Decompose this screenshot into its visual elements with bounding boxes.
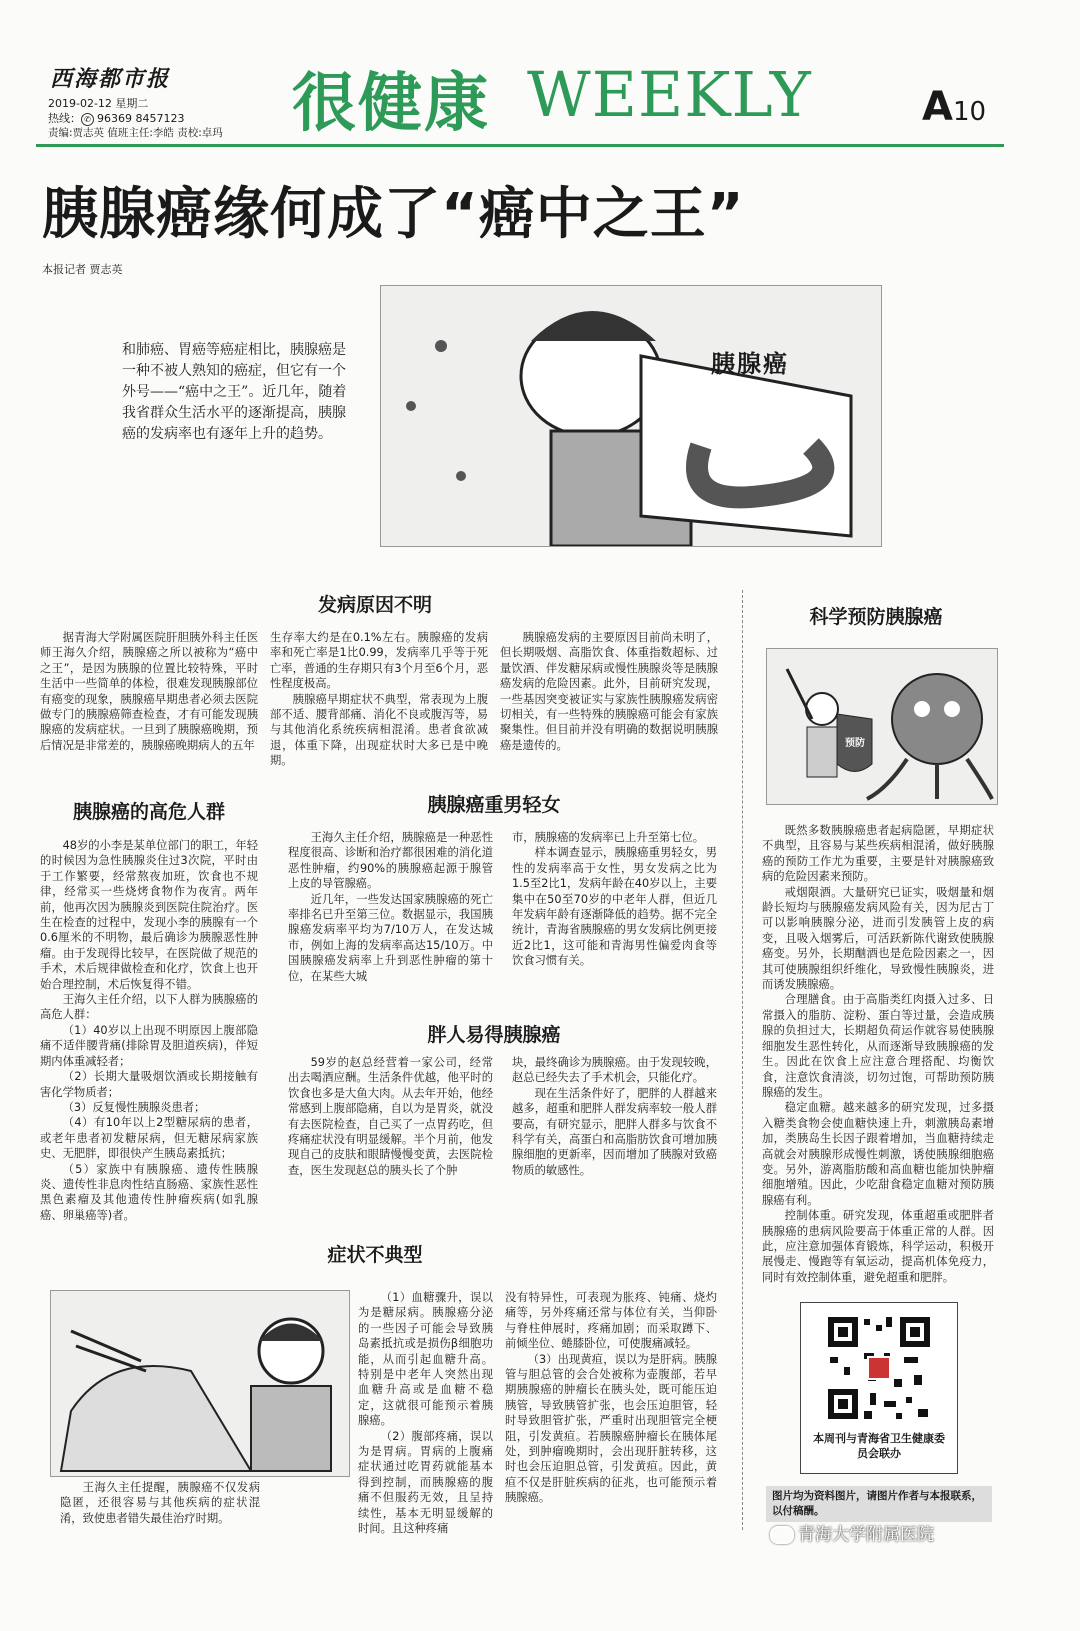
prevention-text-1: 既然多数胰腺癌患者起病隐匿，早期症状不典型，且容易与某些疾病相混淆，做好胰腺癌的预防工作尤为重要，主要是针对胰腺癌致病的危险因素来预防。 xyxy=(762,824,994,884)
section-title-en: WEEKLY xyxy=(527,58,812,131)
prevention-text-3: 合理膳食。由于高脂类红肉摄入过多、日常摄入的脂肪、淀粉、蛋白等过量，会造成胰腺的负担过大，长期超负荷运作就容易使胰腺细胞发生恶性转化，从而逐渐导致胰腺癌的发生。因此在饮食上应注意合理搭配、均衡饮食，注意饮食清淡，切勿过饱，可帮助预防胰腺癌的发生。 xyxy=(762,993,994,1099)
risk-item-2: （2）长期大量吸烟饮酒或长期接触有害化学物质者； xyxy=(40,1070,258,1099)
risk-text-1: 48岁的小李是某单位部门的职工，年轻的时候因为急性胰腺炎住过3次院，平时由于工作繁要，经常熬夜加班，饮食也不规律，经常买一些烧烤食物作为夜宵。两年前，他再次因为胰腺炎到医院住院治疗。医生在检查的过程中，发现小李的胰腺有一个0.6厘米的不明物，最后确诊为胰腺恶性肿瘤。由于发现得比较早，在医院做了规范的手术，术后规律做检查和化疗，饮食上也开始合理控制，术后恢复得不错。 xyxy=(40,839,258,991)
page-number xyxy=(922,84,986,130)
shield-vs-tumor-icon xyxy=(767,649,997,804)
prevention-text-2: 戒烟限酒。大量研究已证实，吸烟量和烟龄长短均与胰腺癌发病风险有关，因为尼古丁可以影响胰腺分泌，进而引发胰管上皮的病变，且吸入烟雾后，可活跃新陈代谢致使胰腺癌变。另外，长期酗酒也是危险因素之一，因其可使胰腺组织纤维化，导致慢性胰腺炎，进而诱发胰腺癌。 xyxy=(762,885,994,992)
editors-line: 责编:贾志英 值班主任:李皓 责校:卓玛 xyxy=(48,127,223,139)
symptom-col2 xyxy=(505,1290,717,1506)
qr-box xyxy=(800,1302,958,1474)
gender-text-1a: 王海久主任介绍，胰腺癌是一种恶性程度很高、诊断和治疗都很困难的消化道恶性肿瘤，约90%的胰腺癌起源于腺管上皮的导管腺癌。 xyxy=(288,831,493,891)
section-title-cn: 很健康 xyxy=(292,67,490,141)
paper-name: 西海都市报 xyxy=(50,66,171,92)
hotline xyxy=(48,111,184,126)
cause-text-2b: 胰腺癌早期症状不典型，常表现为上腹部不适、腰背部痛、消化不良或腹泻等，易与其他消化系统疾病相混淆。患者食欲减退，体重下降，出现症状时大多已是中晚期。 xyxy=(270,692,488,768)
obesity-text-2a: 块，最终确诊为胰腺癌。由于发现较晚，赵总已经失去了手术机会，只能化疗。 xyxy=(512,1056,717,1085)
section-title-obesity: 胖人易得胰腺癌 xyxy=(427,1024,561,1046)
symptom-text-1a: （1）血糖骤升，误以为是糖尿病。胰腺癌分泌的一些因子可能会导致胰岛素抵抗或是损伤β细胞功能，从而引起血糖升高。特别是中老年人突然出现血糖升高或是血糖不稳定，这就很可能预示着胰腺癌。 xyxy=(358,1291,493,1428)
shield-label: 预防 xyxy=(845,738,865,749)
risk-item-3: （3）反复慢性胰腺炎患者； xyxy=(62,1100,206,1114)
gender-col2 xyxy=(512,830,717,969)
symptom-caption xyxy=(60,1480,260,1526)
obesity-text-2b: 现在生活条件好了，肥胖的人群越来越多，超重和肥胖人群发病率较一般人群要高，有研究显示，肥胖人群多与饮食不科学有关，高蛋白和高脂肪饮食可增加胰腺细胞的更新率，因而增加了胰腺对致癌物质的敏感性。 xyxy=(512,1086,717,1177)
phone-icon: ✆ xyxy=(81,113,94,126)
qr-caption: 本周刊与青海省卫生健康委员会联办 xyxy=(813,1432,945,1460)
illustration-patient xyxy=(380,285,882,547)
prevention-text-4: 稳定血糖。越来越多的研究发现，过多摄入糖类食物会使血糖快速上升，刺激胰岛素增加，类胰岛生长因子跟着增加，当血糖持续走高就会对胰腺形成慢性刺激，诱使胰腺细胞癌变。另外，游离脂肪酸和高血糖也能加快肿瘤细胞增殖。因此，少吃甜食稳定血糖对预防胰腺癌有利。 xyxy=(762,1101,994,1207)
qr-code-icon[interactable] xyxy=(824,1313,934,1423)
headline: 胰腺癌缘何成了“癌中之王” xyxy=(42,182,745,247)
watermark xyxy=(770,1520,934,1545)
cause-text-1: 据青海大学附属医院肝胆胰外科主任医师王海久介绍，胰腺癌之所以被称为“癌中之王”，是因为胰腺的位置比较特殊，平时生活中一些简单的体检，很难发现胰腺部位有癌变的现象，胰腺癌早期患者必须去医院做专门的胰腺癌筛查检查，才有可能发现胰腺癌的发病症状。一旦到了胰腺癌晚期，预后情况是非常差的，胰腺癌晚期病人的五年 xyxy=(40,631,258,752)
cause-text-2a: 生存率大约是在0.1%左右。胰腺癌的发病率和死亡率是1比0.99，发病率几乎等于死亡率，普通的生存期只有3个月至6个月，恶性程度极高。 xyxy=(270,631,488,691)
gender-text-1b: 近几年，一些发达国家胰腺癌的死亡率排名已升至第三位。数据显示，我国胰腺癌发病率平均为7/10万人，在发达城市，例如上海的发病率高达15/10万。中国胰腺癌发病率上升到恶性肿瘤的第十位，在某些大城 xyxy=(288,892,493,983)
wechat-icon xyxy=(770,1526,794,1544)
cause-col1 xyxy=(40,630,258,753)
column-divider xyxy=(742,590,743,1530)
symptom-text-2a: 没有特异性，可表现为胀疼、钝痛、烧灼痛等，另外疼痛还常与体位有关，当仰卧与脊柱伸展时，疼痛加剧；而采取蹲下、前倾坐位、蜷膝卧位，可使腹痛减轻。 xyxy=(505,1291,717,1351)
page-num: 10 xyxy=(952,97,987,127)
hotline-label: 热线： xyxy=(48,112,81,125)
masthead-rule xyxy=(36,144,1004,147)
lead-block xyxy=(60,318,347,548)
prevention-text-5: 控制体重。研究发现，体重超重或肥胖者胰腺癌的患病风险要高于体重正常的人群。因此，应注意加强体育锻炼，科学运动，积极开展慢走、慢跑等有氧运动，提高机体免疫力，同时有效控制体重，避免超重和肥胖。 xyxy=(762,1209,994,1284)
symptom-col1 xyxy=(358,1290,493,1537)
risk-text-2: 王海久主任介绍，以下人群为胰腺癌的高危人群： xyxy=(40,993,258,1022)
cause-col2 xyxy=(270,630,488,769)
section-title-symptom: 症状不典型 xyxy=(327,1244,423,1266)
patient-cartoon-icon xyxy=(381,286,881,546)
section-title-gender: 胰腺癌重男轻女 xyxy=(427,794,561,816)
byline: 本报记者 贾志英 xyxy=(42,263,123,276)
gender-col1 xyxy=(288,830,493,984)
risk-item-4: （4）有10年以上2型糖尿病的患者，或老年患者初发糖尿病，但无糖尿病家族史、无肥胖，即很快产生胰岛素抵抗； xyxy=(40,1116,258,1161)
illustration-eating xyxy=(50,1290,350,1477)
illustration-label: 胰腺癌 xyxy=(711,350,789,378)
section-title-prevention: 科学预防胰腺癌 xyxy=(809,606,943,628)
risk-col xyxy=(40,838,258,1223)
symptom-caption-text: 王海久主任提醒，胰腺癌不仅发病隐匿，还很容易与其他疾病的症状混淆，致使患者错失最佳治疗时期。 xyxy=(60,1481,260,1525)
issue-date: 2019-02-12 星期二 xyxy=(48,97,149,110)
lead-text: 和肺癌、胃癌等癌症相比，胰腺癌是一种不被人熟知的癌症，但它有一个外号——“癌中之王”。近几年，随着我省群众生活水平的逐渐提高，胰腺癌的发病率也有逐年上升的趋势。 xyxy=(122,342,347,442)
section-title-cause: 发病原因不明 xyxy=(317,594,432,616)
prevention-col xyxy=(762,823,994,1285)
symptom-text-1b: （2）腹部疼痛，误以为是胃病。胃病的上腹痛症状通过吃胃药就能基本得到控制，而胰腺癌的腹痛不但服药无效，且呈持续性，基本无明显缓解的时间。且这种疼痛 xyxy=(358,1429,493,1536)
obesity-col2 xyxy=(512,1055,717,1178)
page-letter: A xyxy=(922,84,953,130)
section-title-risk: 胰腺癌的高危人群 xyxy=(72,801,225,823)
hotline-number: 96369 8457123 xyxy=(97,112,185,125)
gender-text-2b: 样本调查显示，胰腺癌重男轻女，男性的发病率高于女性，男女发病之比为1.5至2比1，发病年龄在40岁以上，主要集中在50至70岁的中老年人群，但近几年发病年龄有逐渐降低的趋势。据不完全统计，青海省胰腺癌的男女发病比例更接近2比1，这可能和青海男性偏爱肉食等饮食习惯有关。 xyxy=(512,846,717,968)
risk-item-1: （1）40岁以上出现不明原因上腹部隐痛不适伴腰背痛(排除胃及胆道疾病)，伴短期内体重减轻者； xyxy=(40,1023,258,1068)
illustration-prevention xyxy=(766,648,998,805)
eating-cartoon-icon xyxy=(51,1291,349,1476)
obesity-col1 xyxy=(288,1055,493,1178)
cause-col3 xyxy=(500,630,718,753)
gender-text-2a: 市，胰腺癌的发病率已上升至第七位。 xyxy=(512,831,705,844)
cause-text-3: 胰腺癌发病的主要原因目前尚未明了，但长期吸烟、高脂饮食、体重指数超标、过量饮酒、伴发糖尿病或慢性胰腺炎等是胰腺癌发病的危险因素。此外，目前研究发现，一些基因突变被证实与家族性胰腺癌发病密切相关，有一些特殊的胰腺癌可能会有家族聚集性。但目前并没有明确的数据说明胰腺癌是遗传的。 xyxy=(500,631,718,752)
obesity-text-1: 59岁的赵总经营着一家公司，经常出去喝酒应酬。生活条件优越，他平时的饮食也多是大鱼大肉。从去年开始，他经常感到上腹部隐痛，自以为是胃炎，就没有去医院检查，自己买了一点胃药吃，但疼痛症状没有明显缓解。半个月前，他发现自己的皮肤和眼睛慢慢变黄，去医院检查，医生发现赵总的胰头长了个肿 xyxy=(288,1056,493,1177)
risk-item-5: （5）家族中有胰腺癌、遗传性胰腺炎、遗传性非息肉性结直肠癌、家族性恶性黑色素瘤及其他遗传性肿瘤疾病(如乳腺癌、卵巢癌等)者。 xyxy=(40,1162,258,1222)
photo-note: 图片均为资料图片，请图片作者与本报联系，以付稿酬。 xyxy=(766,1486,992,1522)
symptom-text-2b: （3）出现黄疸，误以为是肝病。胰腺管与胆总管的会合处被称为壶腹部，若早期胰腺癌的肿瘤长在胰头处，既可能压迫胰管，导致胰管扩张，也会压迫胆管，轻时导致胆管扩张，严重时出现胆管完全梗阻，引发黄疸。若胰腺癌肿瘤长在胰体尾处，到肿瘤晚期时，会出现肝脏转移，这时也会压迫胆总管，引发黄疸。因此，黄疸不仅是肝脏疾病的征兆，也可能预示着胰腺癌。 xyxy=(505,1352,717,1505)
watermark-text: 青海大学附属医院 xyxy=(798,1525,934,1545)
